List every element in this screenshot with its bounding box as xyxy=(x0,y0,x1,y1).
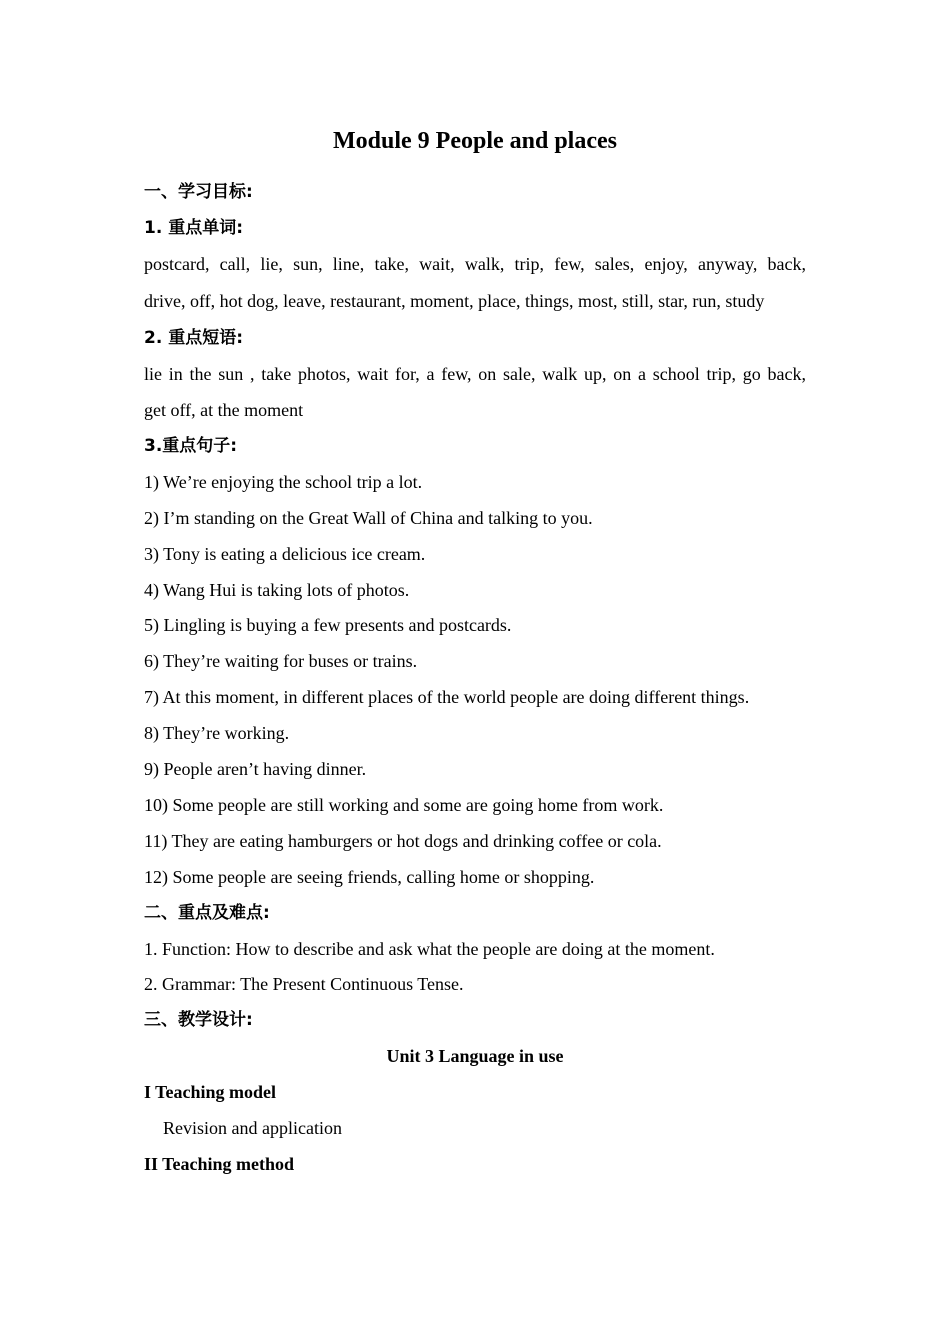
key-sentences-heading: 3.重点句子: xyxy=(144,436,238,456)
sentence-item: 11) They are eating hamburgers or hot dogs and drinking coffee or cola. xyxy=(144,831,662,851)
section-heading-objectives: 一、学习目标: xyxy=(144,182,253,202)
sentence-item: 3) Tony is eating a delicious ice cream. xyxy=(144,544,426,564)
sentence-item: 6) They’re waiting for buses or trains. xyxy=(144,651,418,671)
sentence-item: 5) Lingling is buying a few presents and postcards. xyxy=(144,615,512,635)
key-phrases-line: lie in the sun , take photos, wait for, a few, on sale, walk up, on a school trip, go back, xyxy=(144,364,806,384)
sentence-item: 9) People aren’t having dinner. xyxy=(144,759,367,779)
teaching-method-heading: II Teaching method xyxy=(144,1154,295,1174)
key-phrases-line: get off, at the moment xyxy=(144,400,304,420)
teaching-model-heading: I Teaching model xyxy=(144,1082,277,1102)
key-words-heading: 1. 重点单词: xyxy=(144,218,244,238)
sentence-item: 7) At this moment, in different places of the world people are doing different things. xyxy=(144,687,750,707)
sentence-item: 8) They’re working. xyxy=(144,723,290,743)
page-title: Module 9 People and places xyxy=(332,128,617,154)
key-phrases-heading: 2. 重点短语: xyxy=(144,328,244,348)
teaching-model-text: Revision and application xyxy=(163,1118,342,1138)
key-point-item: 2. Grammar: The Present Continuous Tense. xyxy=(144,974,464,994)
sentence-item: 10) Some people are still working and some are going home from work. xyxy=(144,795,664,815)
sentence-item: 1) We’re enjoying the school trip a lot. xyxy=(144,472,423,492)
section-heading-teaching-design: 三、教学设计: xyxy=(144,1010,253,1030)
sentence-item: 4) Wang Hui is taking lots of photos. xyxy=(144,580,410,600)
key-words-line: drive, off, hot dog, leave, restaurant, moment, place, things, most, still, star, run, study xyxy=(144,291,765,311)
key-words-line: postcard, call, lie, sun, line, take, wait, walk, trip, few, sales, enjoy, anyway, back, xyxy=(144,254,806,274)
sentence-item: 12) Some people are seeing friends, calling home or shopping. xyxy=(144,867,595,887)
key-point-item: 1. Function: How to describe and ask what the people are doing at the moment. xyxy=(144,939,715,959)
section-heading-key-points: 二、重点及难点: xyxy=(144,903,270,923)
sentence-item: 2) I’m standing on the Great Wall of China and talking to you. xyxy=(144,508,593,528)
unit-title: Unit 3 Language in use xyxy=(386,1046,564,1066)
